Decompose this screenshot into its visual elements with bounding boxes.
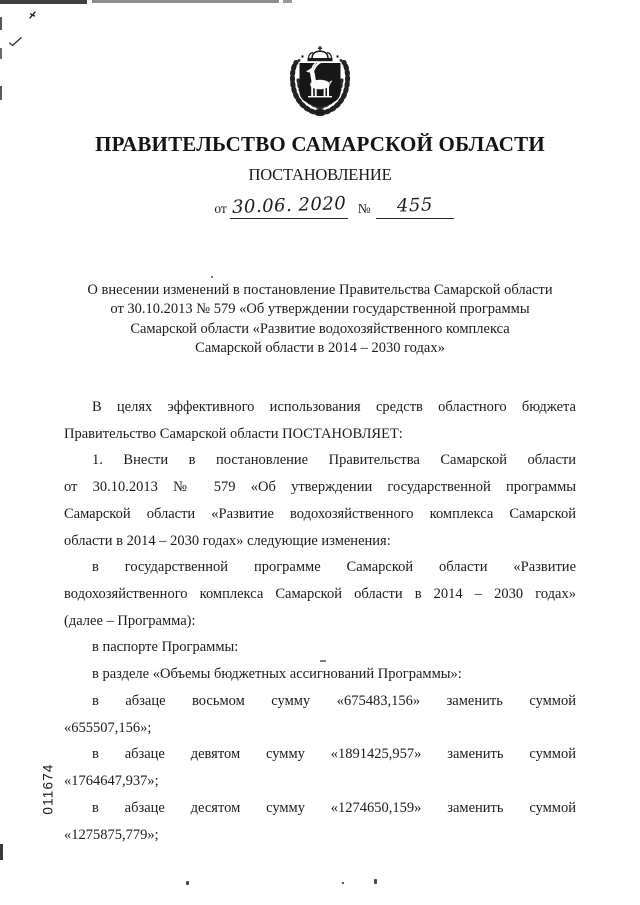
body-line: от 30.10.2013 № 579 «Об утверждении государственной программы [64, 479, 576, 496]
number-sign-label: № [357, 201, 371, 216]
number-handwritten-value: 455 [396, 194, 433, 217]
scan-edge-mark [0, 86, 2, 100]
subject-line: Самарской области в 2014 – 2030 годах» [195, 340, 445, 357]
scan-edge-strip [92, 0, 279, 3]
scan-speck [186, 881, 189, 885]
body-line: в паспорте Программы: [92, 639, 239, 656]
body-line: Правительство Самарской области ПОСТАНОВЛЯЕТ: [64, 425, 403, 442]
document-subject [64, 281, 576, 359]
doc-type-title: ПОСТАНОВЛЕНИЕ [248, 165, 392, 184]
body-line: в абзаце девятом сумму «1891425,957» заменить суммой [92, 746, 576, 763]
body-line: «655507,156»; [64, 719, 152, 736]
date-number-row [14, 193, 640, 219]
scan-edge-mark [0, 48, 2, 59]
scan-edge-mark [0, 17, 2, 30]
pen-checkmark [9, 37, 22, 47]
date-handwritten-value: 30.06. 2020 [231, 193, 347, 218]
samara-oblast-coat-of-arms-icon [283, 45, 357, 117]
org-name-title: ПРАВИТЕЛЬСТВО САМАРСКОЙ ОБЛАСТИ [95, 132, 545, 156]
body-line: в абзаце восьмом сумму «675483,156» заменить суммой [92, 692, 576, 709]
body-line: области в 2014 – 2030 годах» следующие изменения: [64, 532, 391, 549]
number-handwritten-field [376, 196, 454, 219]
scan-speck [342, 882, 344, 884]
scan-edge-mark [0, 844, 3, 860]
body-line: (далее – Программа): [64, 612, 196, 629]
scan-speck [211, 276, 213, 278]
body-line: в абзаце десятом сумму «1274650,159» заменить суммой [92, 799, 576, 816]
pen-mark [29, 11, 38, 20]
body-line: В целях эффективного использования средств областного бюджета [92, 399, 576, 415]
scan-edge-strip [0, 0, 87, 4]
registration-number-stamp: 011674 [40, 763, 56, 815]
scan-speck [374, 879, 377, 884]
body-line: Самарской области «Развитие водохозяйственного комплекса Самарской [64, 505, 576, 522]
body-line: 1. Внести в постановление Правительства Самарской области [92, 452, 576, 469]
body-line: «1275875,779»; [64, 826, 159, 843]
scan-edge-strip [283, 0, 292, 3]
body-line: в разделе «Объемы бюджетных ассигнований Программы»: [92, 666, 462, 683]
body-line: водохозяйственного комплекса Самарской области в 2014 – 2030 годах» [64, 586, 576, 603]
date-prefix-label: от [214, 201, 227, 216]
body-line: «1764647,937»; [64, 773, 159, 790]
subject-line: от 30.10.2013 № 579 «Об утверждении государственной программы [110, 301, 530, 318]
subject-line: Самарской области «Развитие водохозяйственного комплекса [130, 320, 510, 337]
date-handwritten-field [230, 193, 348, 219]
subject-line: О внесении изменений в постановление Правительства Самарской области [87, 282, 553, 298]
document-body [64, 394, 576, 848]
body-line: в государственной программе Самарской области «Развитие [92, 559, 576, 576]
coat-of-arms [283, 45, 357, 117]
